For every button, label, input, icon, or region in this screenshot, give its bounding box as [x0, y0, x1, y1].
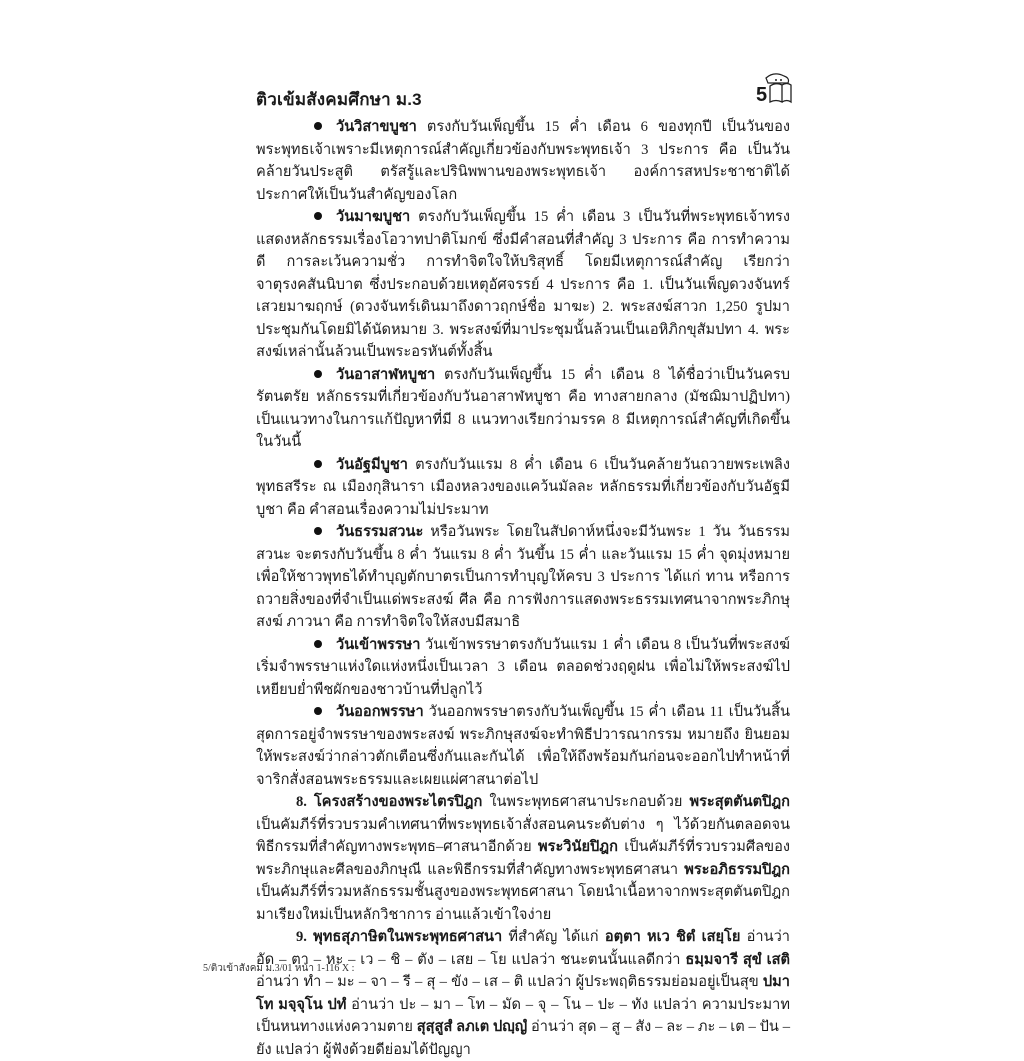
bold-term: สุสฺสูสํ ลภเต ปญฺญํ	[416, 1019, 528, 1035]
bold-term: วันมาฆบูชา	[336, 209, 411, 225]
paragraph-text: อ่านว่า สุด – สู – สัง – ละ – ภะ – เต – ปัน – ยัง แปลว่า ผู้ฟังด้วยดีย่อมได้ปัญญา	[256, 1019, 791, 1058]
paragraph-text: อ่านว่า ทำ – มะ – จา – รี – สุ – ขัง – เส – ติ แปลว่า ผู้ประพฤติธรรมย่อมอยู่เป็นสุข	[256, 974, 763, 990]
bullet-paragraph	[256, 634, 790, 702]
bullet-icon	[314, 460, 322, 468]
paragraph-text: อ่านว่า ปะ – มา – โท – มัด – จุ – โน – ปะ – ทัง แปลว่า ความประมาทเป็นหนทางแห่งความตาย	[256, 996, 790, 1035]
bold-term: พระสุตตันตปิฎก	[689, 794, 790, 810]
bullet-icon	[314, 640, 322, 648]
bold-term: วันอาสาฬหบูชา	[336, 366, 436, 383]
bullet-paragraph	[256, 454, 790, 522]
bullet-paragraph	[256, 701, 790, 791]
paragraph-text: ตรงกับวันเพ็ญขึ้น 15 ค่ำ เดือน 6 ของทุกปี เป็นวันของพระพุทธเจ้าเพราะมีเหตุการณ์สำคัญเกี่ยวข้องกับพระพุทธเจ้า 3 ประการ คือ เป็นวันคล้ายวันประสูติ ตรัสรู้และปรินิพพานของพระพุทธเจ้า องค์การสหประชาชาติได้ประกาศให้เป็นวันสำคัญของโลก	[256, 119, 790, 203]
bullet-icon	[314, 122, 322, 130]
bullet-icon	[314, 370, 322, 378]
paragraph-text: ตรงกับวันเพ็ญขึ้น 15 ค่ำ เดือน 8 ได้ชื่อว่าเป็นวันครบรัตนตรัย หลักธรรมที่เกี่ยวข้องกับวันอาสาฬหบูชา คือ ทางสายกลาง (มัชฌิมาปฏิปทา) เป็นแนวทางในการแก้ปัญหาที่มี 8 แนวทางเรียกว่ามรรค 8 มีเหตุการณ์สำคัญที่เกิดขึ้นในวันนี้	[256, 366, 790, 450]
paragraph-text: ตรงกับวันแรม 8 ค่ำ เดือน 6 เป็นวันคล้ายวันถวายพระเพลิงพุทธสรีระ ณ เมืองกุสินารา เมืองหลวงของแคว้นมัลละ หลักธรรมที่เกี่ยวข้องกับวันอัฐมีบูชา คือ คำสอนเรื่องความไม่ประมาท	[256, 456, 790, 518]
bold-term: พระอภิธรรมปิฎก	[684, 861, 790, 878]
paragraph-text: เป็นคัมภีร์ที่รวบรวมศีลของพระภิกษุและศีลของภิกษุณี และพิธีกรรมที่สำคัญทางพระพุทธศาสนา	[256, 839, 790, 878]
bold-term: วันวิสาขบูชา	[336, 119, 417, 135]
bullet-paragraph	[256, 521, 790, 634]
document-body	[256, 116, 790, 1061]
bullet-icon	[314, 212, 322, 220]
paragraph-text: อ่านว่า อัด – ตา – หะ – เว – ชิ – ตัง – เสย – โย แปลว่า ชนะตนนั้นแลดีกว่า	[256, 929, 790, 968]
bold-term: ปมาโท มจฺจุโน ปทํ	[256, 974, 790, 1013]
paragraph-text: เป็นคัมภีร์ที่รวมหลักธรรมชั้นสูงของพระพุทธศาสนา โดยนำเนื้อหาจากพระสุตตันตปิฎกมาเรียงใหม่เป็นหลักวิชาการ อ่านแล้วเข้าใจง่าย	[256, 884, 790, 923]
numbered-paragraph	[256, 926, 790, 1061]
footer-print-info: 5/ติวเข้าสังคม ม.3/01 หน้า 1-116 X :	[203, 963, 355, 974]
bold-term: วันออกพรรษา	[336, 704, 424, 720]
bullet-paragraph	[256, 364, 790, 454]
paragraph-text: หรือวันพระ โดยในสัปดาห์หนึ่งจะมีวันพระ 1 วัน วันธรรมสวนะ จะตรงกับวันขึ้น 8 ค่ำ วันแรม 8 ค่ำ วันขึ้น 15 ค่ำ และวันแรม 15 ค่ำ จุดมุ่งหมายเพื่อให้ชาวพุทธได้ทำบุญตักบาตรเป็นการทำบุญให้ครบ 3 ประการ ได้แก่ ทาน หรือการถวายสิ่งของที่จำเป็นแด่พระสงฆ์ ศีล คือ การฟังการแสดงพระธรรมเทศนาจากพระภิกษุสงฆ์ ภาวนา คือ การทำจิตใจให้สงบมีสมาธิ	[256, 524, 790, 630]
paragraph-text: วันออกพรรษาตรงกับวันเพ็ญขึ้น 15 ค่ำ เดือน 11 เป็นวันสิ้นสุดการอยู่จำพรรษาของพระสงฆ์ พระภิกษุสงฆ์จะทำพิธีปวารณากรรม หมายถึง ยินยอมให้พระสงฆ์ว่ากล่าวตักเตือนซึ่งกันและกันได้ เพื่อให้ถึงพร้อมกันก่อนจะออกไปทำหน้าที่จาริกสั่งสอนพระธรรมและเผยแผ่ศาสนาต่อไป	[256, 704, 790, 788]
paragraph-text: ตรงกับวันเพ็ญขึ้น 15 ค่ำ เดือน 3 เป็นวันที่พระพุทธเจ้าทรงแสดงหลักธรรมเรื่องโอวาทปาติโมกข์ ซึ่งมีคำสอนที่สำคัญ 3 ประการ คือ การทำความดี การละเว้นความชั่ว การทำจิตใจให้บริสุทธิ์ โดยมีเหตุการณ์สำคัญ เรียกว่า จาตุรงคสันนิบาต ซึ่งประกอบด้วยเหตุอัศจรรย์ 4 ประการ คือ 1. เป็นวันเพ็ญดวงจันทร์เสวยมาฆฤกษ์ (ดวงจันทร์เดินมาถึงดาวฤกษ์ชื่อ มาฆะ) 2. พระสงฆ์สาวก 1,250 รูปมาประชุมกันโดยมิได้นัดหมาย 3. พระสงฆ์ที่มาประชุมนั้นล้วนเป็นเอหิภิกขุสัมปทา 4. พระสงฆ์เหล่านั้นล้วนเป็นพระอรหันต์ทั้งสิ้น	[256, 209, 790, 360]
book-title: ติวเข้มสังคมศึกษา ม.3	[256, 90, 422, 109]
bold-term: วันธรรมสวนะ	[336, 524, 424, 540]
bold-term: อตฺตา หเว ชิตํ เสยฺโย	[604, 929, 741, 945]
paragraph-text: เป็นคัมภีร์ที่รวบรวมคำเทศนาที่พระพุทธเจ้าสั่งสอนคนระดับต่าง ๆ ไว้ด้วยกันตลอดจนพิธีกรรมที่สำคัญทางพระพุทธ–ศาสนาอีกด้วย	[256, 816, 790, 855]
paragraph-text: ในพระพุทธศาสนาประกอบด้วย	[482, 794, 690, 810]
bold-term: 8. โครงสร้างของพระไตรปิฎก	[296, 794, 483, 810]
paragraph-text: ที่สำคัญ ได้แก่	[502, 929, 605, 945]
bullet-icon	[314, 707, 322, 715]
bullet-paragraph	[256, 206, 790, 364]
bold-term: พระวินัยปิฎก	[537, 839, 618, 855]
bullet-paragraph	[256, 116, 790, 206]
bold-term: วันอัฐมีบูชา	[336, 456, 408, 473]
bold-term: ธมฺมจารี สุขํ เสติ	[685, 951, 790, 968]
page-number: 5	[756, 84, 768, 106]
paragraph-text: วันเข้าพรรษาตรงกับวันแรม 1 ค่ำ เดือน 8 เป็นวันที่พระสงฆ์เริ่มจำพรรษาแห่งใดแห่งหนึ่งเป็นเวลา 3 เดือน ตลอดช่วงฤดูฝน เพื่อไม่ให้พระสงฆ์ไปเหยียบย่ำพืชผักของชาวบ้านที่ปลูกไว้	[256, 636, 790, 698]
bold-term: วันเข้าพรรษา	[336, 636, 421, 653]
numbered-paragraph	[256, 791, 790, 926]
bold-term: 9. พุทธสุภาษิตในพระพุทธศาสนา	[296, 929, 503, 945]
bullet-icon	[314, 527, 322, 535]
